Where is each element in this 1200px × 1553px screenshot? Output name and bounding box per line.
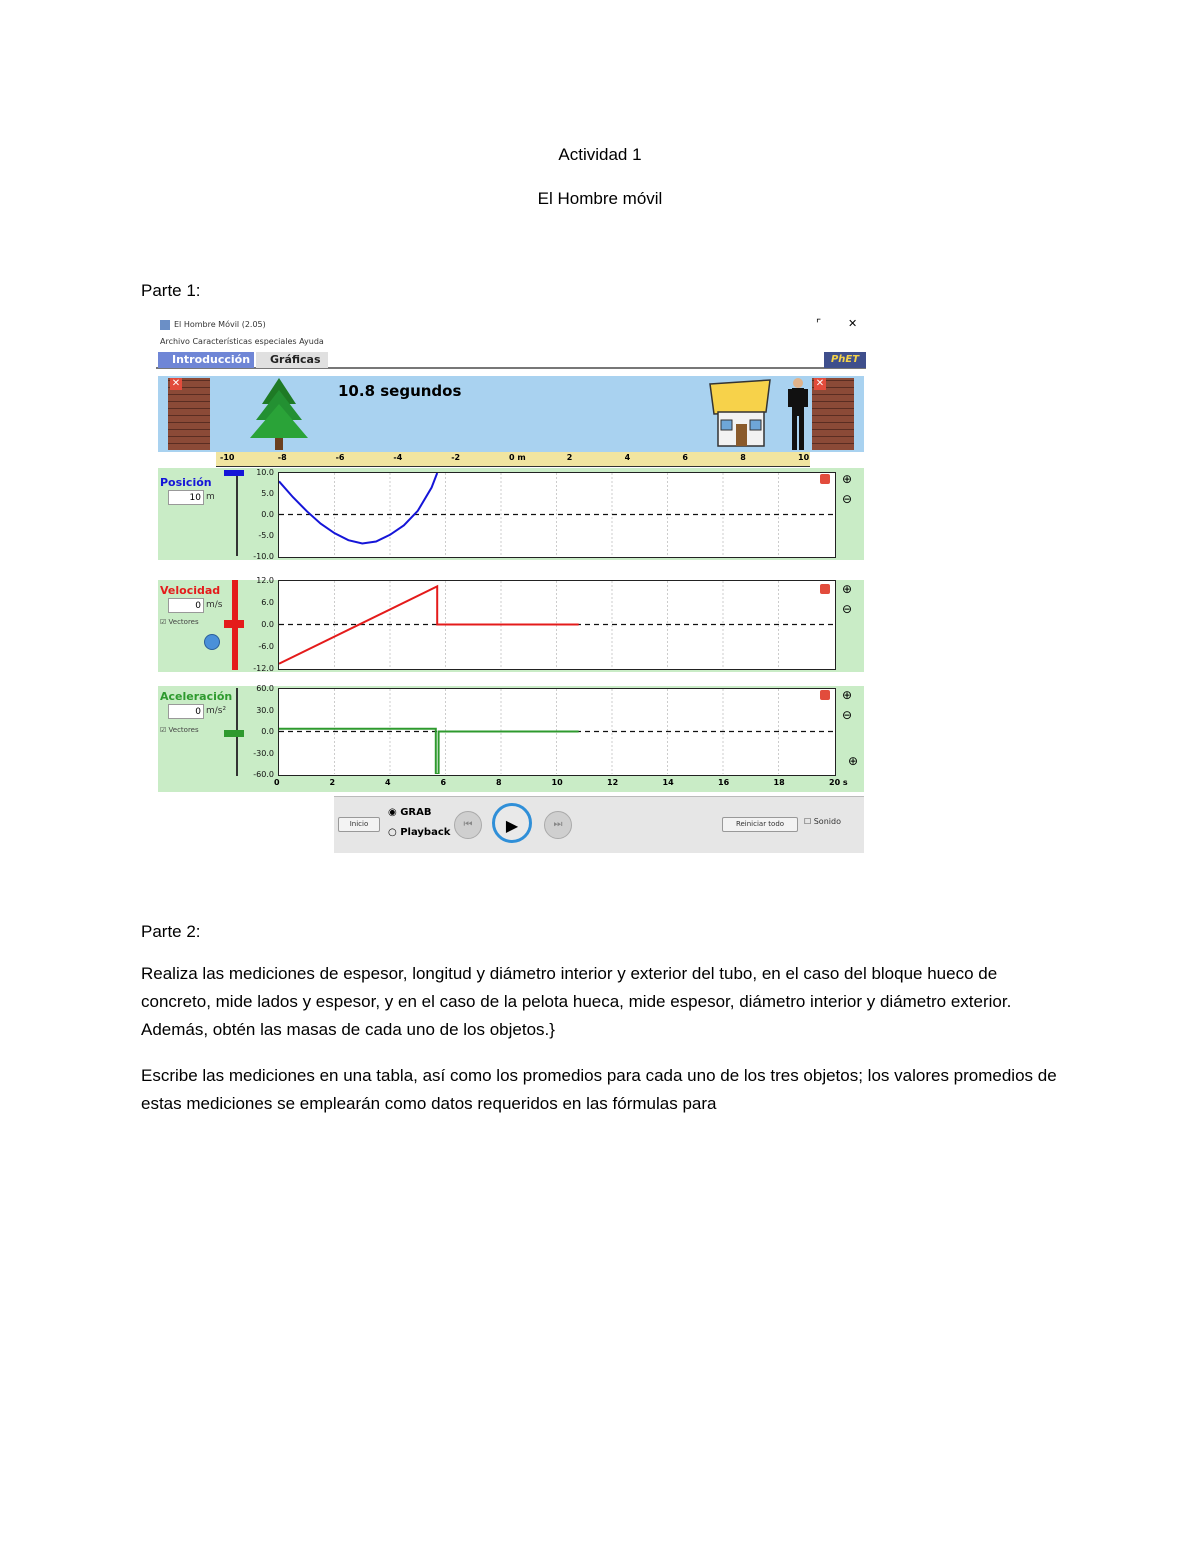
x-tick-label: 20 s bbox=[829, 778, 848, 787]
part2-heading: Parte 2: bbox=[141, 922, 201, 941]
ruler-tick-label: 4 bbox=[624, 453, 631, 462]
tree-icon bbox=[248, 376, 310, 452]
zoom-in-icon[interactable]: ⊕ bbox=[842, 472, 853, 486]
ruler-tick-label: -10 bbox=[220, 453, 235, 462]
x-tick-label: 10 bbox=[551, 778, 563, 787]
part1-heading: Parte 1: bbox=[141, 281, 201, 300]
ruler-tick-label: -2 bbox=[451, 453, 461, 462]
acceleration-vectors-checkbox[interactable]: ☑ Vectores bbox=[160, 726, 199, 734]
x-tick-label: 6 bbox=[440, 778, 447, 787]
y-tick-label: 60.0 bbox=[256, 684, 274, 693]
playback-radio[interactable]: ○ Playback bbox=[388, 827, 451, 838]
y-tick-label: 0.0 bbox=[261, 727, 274, 736]
record-radio[interactable]: ◉ GRAB bbox=[388, 807, 432, 818]
position-ruler bbox=[216, 452, 810, 467]
zoom-in-icon[interactable]: ⊕ bbox=[842, 582, 853, 596]
y-tick-label: -30.0 bbox=[253, 748, 274, 758]
tab-introduccion[interactable]: Introducción bbox=[158, 352, 254, 368]
velocity-value-field[interactable]: 0 bbox=[168, 598, 204, 613]
document-subtitle: El Hombre móvil bbox=[537, 189, 663, 208]
position-arrow-icon[interactable] bbox=[224, 470, 244, 476]
x-tick-label: 2 bbox=[329, 778, 336, 787]
ruler-tick-label: 8 bbox=[740, 453, 746, 462]
x-tick-label: 8 bbox=[496, 778, 502, 787]
acceleration-plot bbox=[278, 688, 836, 776]
ruler-tick-label: 6 bbox=[682, 453, 688, 462]
sound-label: Sonido bbox=[813, 817, 841, 826]
time-label: 10.8 segundos bbox=[338, 382, 462, 400]
man-icon bbox=[786, 376, 810, 452]
position-panel bbox=[158, 468, 864, 560]
minimize-graph-icon[interactable] bbox=[820, 690, 830, 700]
record-label: GRAB bbox=[400, 807, 432, 818]
acceleration-arrow-icon[interactable] bbox=[224, 730, 244, 737]
position-chart-svg bbox=[279, 473, 834, 556]
x-tick-label: 4 bbox=[385, 778, 391, 787]
zoom-out-icon[interactable]: ⊖ bbox=[842, 602, 853, 616]
acceleration-value-field[interactable]: 0 bbox=[168, 704, 204, 719]
series-line bbox=[279, 473, 437, 544]
paragraph-2: Escribe las mediciones en una tabla, así como los promedios para cada uno de los tres objetos; los valores promedios de estas mediciones se emplearán como datos requeridos en las fórmulas para bbox=[141, 1066, 1057, 1113]
acceleration-label: Aceleración bbox=[160, 690, 233, 703]
velocity-vectors-checkbox[interactable]: ☑ Vectores bbox=[160, 618, 199, 626]
ruler-tick-label: 10 bbox=[798, 453, 810, 462]
remove-wall-icon[interactable]: ✕ bbox=[171, 378, 181, 389]
y-tick-label: 10.0 bbox=[256, 468, 274, 477]
y-tick-label: 0.0 bbox=[261, 620, 274, 629]
velocity-label: Velocidad bbox=[160, 584, 221, 597]
window-title: El Hombre Móvil (2.05) bbox=[174, 320, 266, 329]
remove-wall-icon[interactable]: ✕ bbox=[815, 378, 825, 389]
y-tick-label: -60.0 bbox=[253, 770, 274, 779]
embedded-app-screenshot bbox=[156, 314, 866, 854]
x-tick-label: 16 bbox=[718, 778, 730, 787]
ruler-tick-label: -4 bbox=[393, 453, 403, 462]
zoom-out-icon[interactable]: ⊖ bbox=[842, 492, 853, 506]
minimize-graph-icon[interactable] bbox=[820, 474, 830, 484]
playback-label: Playback bbox=[400, 827, 451, 838]
tab-graficas[interactable]: Gráficas bbox=[256, 352, 328, 368]
house-icon bbox=[706, 376, 774, 450]
y-tick-label: 5.0 bbox=[261, 489, 274, 498]
position-slider[interactable] bbox=[236, 476, 238, 556]
zoom-all-icon[interactable]: ⊕ bbox=[848, 754, 859, 768]
y-tick-label: 12.0 bbox=[256, 576, 274, 585]
paragraph-1: Realiza las mediciones de espesor, longitud y diámetro interior y exterior del tubo, en el caso del bloque hueco de concreto, mide lados y espesor, y en el caso de la pelota hueca, mide espesor, diámetro interior y diámetro exterior. Además, obtén las masas de cada uno de los objetos.} bbox=[141, 964, 1012, 1039]
acceleration-vectors-label: Vectores bbox=[168, 726, 199, 734]
play-vector-icon[interactable] bbox=[204, 634, 220, 650]
series-line bbox=[279, 729, 579, 774]
app-icon bbox=[160, 320, 170, 330]
home-button[interactable]: Inicio bbox=[338, 817, 380, 832]
acceleration-panel bbox=[158, 686, 864, 792]
y-tick-label: -5.0 bbox=[258, 531, 274, 540]
minimize-graph-icon[interactable] bbox=[820, 584, 830, 594]
series-line bbox=[279, 586, 579, 663]
phet-logo: PhET bbox=[824, 352, 866, 368]
x-tick-label: 12 bbox=[607, 778, 619, 787]
y-tick-label: -10.0 bbox=[253, 552, 274, 561]
velocity-arrow-icon[interactable] bbox=[224, 620, 244, 628]
maximize-icon[interactable]: ⌜ bbox=[816, 317, 822, 330]
play-button[interactable]: ▶ bbox=[492, 803, 532, 843]
document-title: Actividad 1 bbox=[558, 145, 642, 164]
ruler-tick-label: -6 bbox=[335, 453, 345, 462]
velocity-panel bbox=[158, 576, 864, 673]
ruler-tick-label: 0 m bbox=[509, 453, 526, 462]
acceleration-chart-svg bbox=[279, 689, 834, 774]
y-tick-label: 6.0 bbox=[261, 598, 274, 607]
scene-area bbox=[158, 376, 864, 452]
position-unit: m bbox=[206, 492, 215, 502]
sound-checkbox[interactable]: ☐ Sonido bbox=[804, 817, 841, 826]
reset-all-button[interactable]: Reiniciar todo bbox=[722, 817, 798, 832]
close-icon[interactable]: ✕ bbox=[848, 317, 858, 330]
x-tick-label: 14 bbox=[662, 778, 674, 787]
y-tick-label: -6.0 bbox=[258, 642, 274, 651]
menu-bar[interactable]: Archivo Características especiales Ayuda bbox=[160, 337, 324, 346]
ruler-tick-label: 2 bbox=[566, 453, 573, 462]
zoom-out-icon[interactable]: ⊖ bbox=[842, 708, 853, 722]
position-value-field[interactable]: 10 bbox=[168, 490, 204, 505]
rewind-icon[interactable]: ⏮ bbox=[454, 811, 482, 839]
acceleration-unit: m/s² bbox=[206, 706, 227, 716]
step-icon[interactable]: ⏭ bbox=[544, 811, 572, 839]
position-plot bbox=[278, 472, 836, 558]
y-tick-label: 0.0 bbox=[261, 510, 274, 519]
y-tick-label: 30.0 bbox=[256, 705, 274, 715]
velocity-unit: m/s bbox=[206, 600, 223, 610]
y-tick-label: -12.0 bbox=[253, 664, 274, 673]
x-tick-label: 0 bbox=[274, 778, 280, 787]
velocity-vectors-label: Vectores bbox=[168, 618, 199, 626]
velocity-plot bbox=[278, 580, 836, 670]
playback-controls bbox=[334, 796, 864, 853]
position-label: Posición bbox=[160, 476, 212, 489]
ruler-tick-label: -8 bbox=[277, 453, 287, 462]
x-tick-label: 18 bbox=[773, 778, 785, 787]
zoom-in-icon[interactable]: ⊕ bbox=[842, 688, 853, 702]
velocity-chart-svg bbox=[279, 581, 834, 668]
